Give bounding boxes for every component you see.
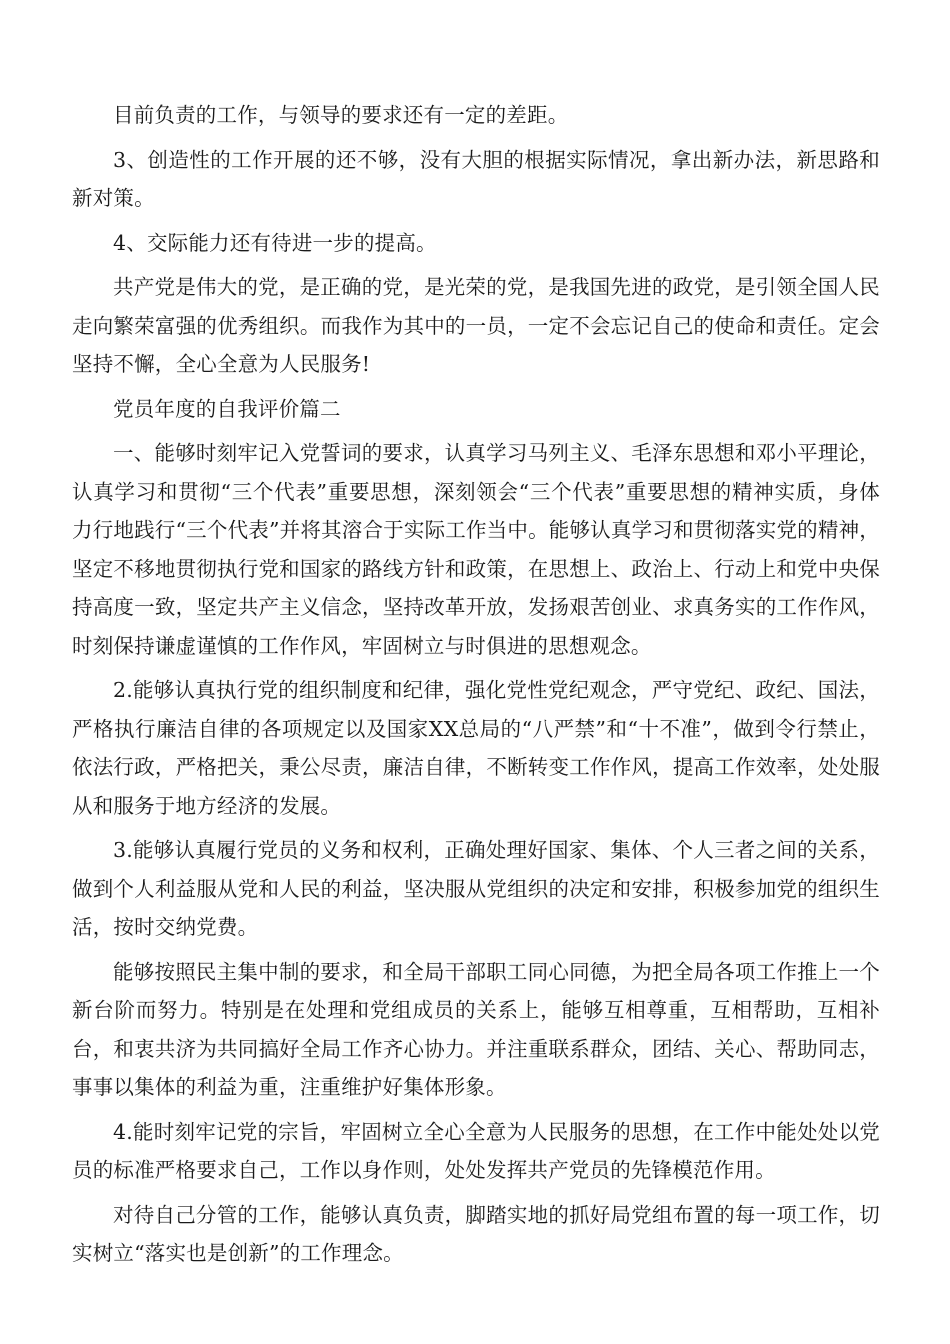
document-body — [72, 96, 880, 1279]
paragraph: 3.能够认真履行党员的义务和权利，正确处理好国家、集体、个人三者之间的关系，做到个人利益服从党和人民的利益，坚决服从党组织的决定和安排，积极参加党的组织生活，按时交纳党费。 — [72, 838, 880, 939]
paragraph: 目前负责的工作，与领导的要求还有一定的差距。 — [113, 103, 569, 127]
paragraph: 4.能时刻牢记党的宗旨，牢固树立全心全意为人民服务的思想，在工作中能处处以党员的标准严格要求自己，工作以身作则，处处发挥共产党员的先锋模范作用。 — [72, 1119, 880, 1182]
paragraph: 共产党是伟大的党，是正确的党，是光荣的党，是我国先进的政党，是引领全国人民走向繁荣富强的优秀组织。而我作为其中的一员，一定不会忘记自己的使命和责任。定会坚持不懈，全心全意为人民服务! — [72, 275, 880, 376]
paragraph: 能够按照民主集中制的要求，和全局干部职工同心同德，为把全局各项工作推上一个新台阶而努力。特别是在处理和党组成员的关系上，能够互相尊重，互相帮助，互相补台，和衷共济为共同搞好全局工作齐心协力。并注重联系群众，团结、关心、帮助同志，事事以集体的利益为重，注重维护好集体形象。 — [72, 959, 880, 1099]
paragraph: 一、能够时刻牢记入党誓词的要求，认真学习马列主义、毛泽东思想和邓小平理论，认真学习和贯彻“三个代表”重要思想，深刻领会“三个代表”重要思想的精神实质，身体力行地践行“三个代表”并将其溶合于实际工作当中。能够认真学习和贯彻落实党的精神，坚定不移地贯彻执行党和国家的路线方针和政策，在思想上、政治上、行动上和党中央保持高度一致，坚定共产主义信念，坚持改革开放，发扬艰苦创业、求真务实的工作作风，时刻保持谦虚谨慎的工作作风，牢固树立与时俱进的思想观念。 — [72, 441, 880, 658]
section-heading: 党员年度的自我评价篇二 — [113, 396, 341, 421]
paragraph: 2.能够认真执行党的组织制度和纪律，强化党性党纪观念，严守党纪、政纪、国法，严格执行廉洁自律的各项规定以及国家XX总局的“八严禁”和“十不准”，做到令行禁止，依法行政，严格把关，秉公尽责，廉洁自律，不断转变工作作风，提高工作效率，处处服从和服务于地方经济的发展。 — [72, 678, 880, 818]
paragraph: 3、创造性的工作开展的还不够，没有大胆的根据实际情况，拿出新办法，新思路和新对策。 — [72, 147, 880, 210]
paragraph: 4、交际能力还有待进一步的提高。 — [113, 230, 437, 255]
paragraph: 对待自己分管的工作，能够认真负责，脚踏实地的抓好局党组布置的每一项工作，切实树立“落实也是创新”的工作理念。 — [72, 1202, 880, 1265]
